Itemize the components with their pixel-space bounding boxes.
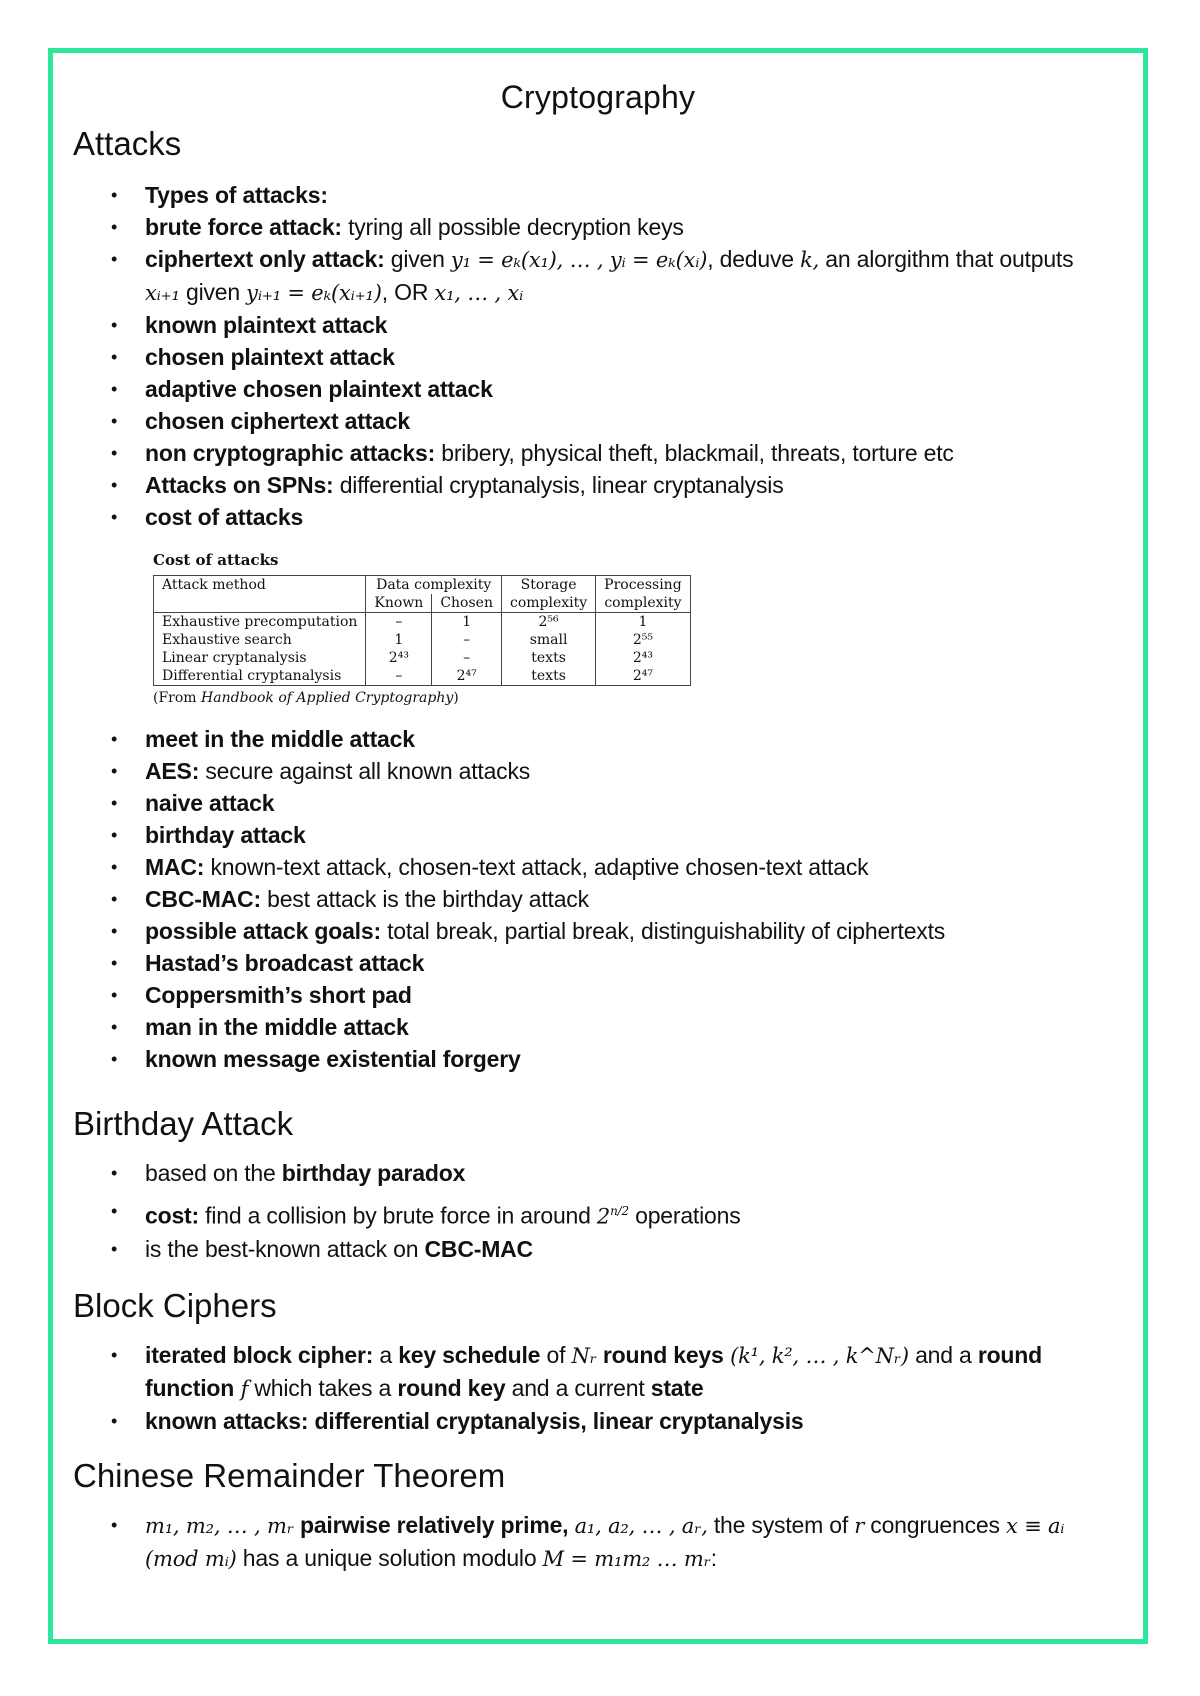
cell-known: –	[366, 667, 432, 686]
cell-chosen: –	[432, 631, 502, 649]
col-chosen: Chosen	[432, 594, 502, 613]
list-item: • Hastad’s broadcast attack	[111, 947, 1101, 979]
list-item: • birthday attack	[111, 819, 1101, 851]
cell-method: Exhaustive precomputation	[162, 614, 358, 630]
list-item: • known message existential forgery	[111, 1043, 1101, 1075]
attacks-list	[111, 179, 1101, 533]
list-item: • Attacks on SPNs: differential cryptanalysis, linear cryptanalysis	[111, 469, 1101, 501]
cell-known: –	[366, 613, 432, 632]
cell-storage: 2⁵⁶	[501, 613, 595, 632]
list-item: • brute force attack: tyring all possible decryption keys	[111, 211, 1101, 243]
col-processing-2: complexity	[596, 594, 691, 613]
cell-storage: texts	[501, 667, 595, 686]
table-row	[154, 613, 691, 632]
list-item: • cost of attacks	[111, 501, 1101, 533]
list-item: • MAC: known-text attack, chosen-text attack, adaptive chosen-text attack	[111, 851, 1101, 883]
heading-birthday-attack: Birthday Attack	[73, 1105, 294, 1142]
list-item: • naive attack	[111, 787, 1101, 819]
cell-chosen: –	[432, 649, 502, 667]
list-item: • known plaintext attack	[111, 309, 1101, 341]
heading-block-ciphers: Block Ciphers	[73, 1287, 277, 1324]
list-item: • iterated block cipher: a key schedule of Nᵣ round keys (k¹, k², … , k^Nᵣ) and a round function f which takes a round key and a current state	[111, 1339, 1101, 1405]
list-item: • is the best-known attack on CBC-MAC	[111, 1233, 1101, 1265]
figure-caption: Cost of attacks	[153, 551, 279, 569]
list-item: • chosen ciphertext attack	[111, 405, 1101, 437]
table-header-row	[154, 576, 691, 595]
list-item: • man in the middle attack	[111, 1011, 1101, 1043]
cell-processing: 2⁵⁵	[596, 631, 691, 649]
col-known: Known	[366, 594, 432, 613]
cell-chosen: 1	[432, 613, 502, 632]
cost-of-attacks-figure	[153, 551, 691, 706]
col-storage-1: Storage	[501, 576, 595, 595]
list-item: • Types of attacks:	[111, 179, 1101, 211]
col-data-complexity: Data complexity	[366, 576, 502, 595]
list-item: • Coppersmith’s short pad	[111, 979, 1101, 1011]
list-item: • CBC-MAC: best attack is the birthday attack	[111, 883, 1101, 915]
list-item: • chosen plaintext attack	[111, 341, 1101, 373]
list-item: • based on the birthday paradox	[111, 1157, 1101, 1189]
cell-method: Linear cryptanalysis	[162, 650, 307, 666]
list-item: • m₁, m₂, … , mᵣ pairwise relatively prime, a₁, a₂, … , aᵣ, the system of r congruences x ≡ aᵢ (mod mᵢ) has a unique solution modulo M = m₁m₂ … mᵣ:	[111, 1509, 1101, 1575]
list-item: • ciphertext only attack: given y₁ = eₖ(x₁), … , yᵢ = eₖ(xᵢ), deduve k, an alorgithm that outputs xᵢ₊₁ given yᵢ₊₁ = eₖ(xᵢ₊₁), OR x₁, … , xᵢ	[111, 243, 1101, 309]
col-processing-1: Processing	[596, 576, 691, 595]
col-attack-method: Attack method	[154, 576, 366, 613]
heading-chinese-remainder-theorem: Chinese Remainder Theorem	[73, 1457, 506, 1494]
cell-chosen: 2⁴⁷	[432, 667, 502, 686]
list-item: • known attacks: differential cryptanalysis, linear cryptanalysis	[111, 1405, 1101, 1437]
table-row	[154, 631, 691, 649]
cell-method: Exhaustive search	[162, 632, 292, 648]
cell-processing: 2⁴⁷	[596, 667, 691, 686]
list-item: • meet in the middle attack	[111, 723, 1101, 755]
page-title: Cryptography	[500, 79, 696, 115]
figure-source: (From Handbook of Applied Cryptography)	[153, 690, 459, 706]
col-storage-2: complexity	[501, 594, 595, 613]
attacks-list-continued	[111, 723, 1101, 1075]
block-ciphers-list	[111, 1339, 1101, 1437]
cell-storage: texts	[501, 649, 595, 667]
list-item: • possible attack goals: total break, partial break, distinguishability of ciphertexts	[111, 915, 1101, 947]
list-item: • cost: find a collision by brute force in around $2^{n/2}$ operations	[111, 1195, 1101, 1233]
crt-list	[111, 1509, 1101, 1575]
cell-storage: small	[501, 631, 595, 649]
cost-table	[153, 575, 691, 686]
list-item: • AES: secure against all known attacks	[111, 755, 1101, 787]
list-item: • non cryptographic attacks: bribery, physical theft, blackmail, threats, torture etc	[111, 437, 1101, 469]
table-row	[154, 649, 691, 667]
page-frame	[48, 48, 1148, 1644]
heading-attacks: Attacks	[73, 125, 182, 162]
cell-processing: 2⁴³	[596, 649, 691, 667]
cell-known: 2⁴³	[366, 649, 432, 667]
table-row	[154, 667, 691, 686]
birthday-list	[111, 1157, 1101, 1265]
cell-known: 1	[366, 631, 432, 649]
cell-processing: 1	[596, 613, 691, 632]
cell-method: Differential cryptanalysis	[162, 668, 342, 684]
list-item: • adaptive chosen plaintext attack	[111, 373, 1101, 405]
